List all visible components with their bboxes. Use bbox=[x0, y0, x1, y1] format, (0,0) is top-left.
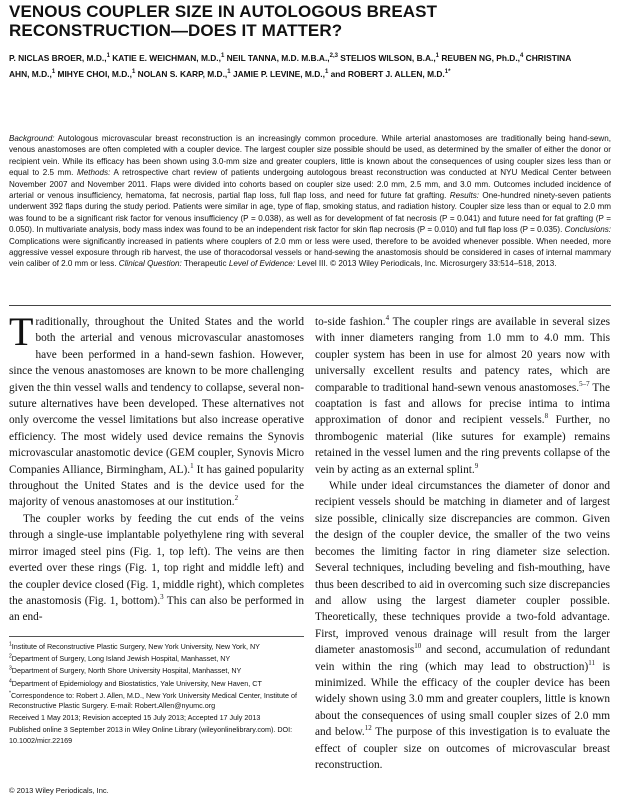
footnote-divider bbox=[9, 636, 304, 637]
footnote-marker: 2 bbox=[9, 653, 12, 660]
abstract-divider bbox=[9, 305, 611, 306]
reference-link[interactable]: 10 bbox=[414, 642, 422, 651]
footnotes bbox=[9, 642, 304, 748]
footnote-text: Institute of Reconstructive Plastic Surgery, New York University, New York, NY bbox=[11, 642, 260, 651]
body-text: The coupler works by feeding the cut ends of the veins through a single-use implantable polyethylene ring with several mirror imaged steel pins (Fig. 1, top left). The veins are then everted over these rings (Fig. 1, top right and middle left) and the coupler device closed (Fig. 1, middle right), which completes the anastomosis (Fig. 1, bottom). bbox=[9, 512, 304, 607]
footnote bbox=[9, 691, 304, 711]
footnote-text: Published online 3 September 2013 in Wiley Online Library (wileyonlinelibrary.com). DOI: 10.1002/micr.22169 bbox=[9, 725, 293, 745]
abstract bbox=[9, 133, 611, 270]
body-text: This can also be performed in an end- bbox=[9, 594, 304, 624]
abstract-clinical-label: Clinical Question: bbox=[118, 259, 182, 269]
author-name: JAMIE P. LEVINE, M.D., bbox=[232, 68, 325, 79]
author-name: KATIE E. WEICHMAN, M.D., bbox=[112, 53, 221, 63]
footnote bbox=[9, 654, 304, 664]
article-title: VENOUS COUPLER SIZE IN AUTOLOGOUS BREAST RECONSTRUCTION—DOES IT MATTER? bbox=[9, 2, 438, 40]
body-text: is minimized. While the efficacy of the coupler device has been widely shown using 3.0 mm and greater couplers, little is known about the consequences of using small coupler sizes of 2.0 mm and below. bbox=[315, 660, 611, 739]
drop-cap: T bbox=[9, 309, 34, 354]
author-name: NOLAN S. KARP, M.D., bbox=[137, 68, 228, 79]
body-text: The coupler rings are available in several sizes with inner diameters ranging from 1.0 mm to 4.0 mm. This coupler system has been in use for almost 20 years now with universally excellent results and patency rates, which are comparable to traditional hand-sewn venous anastomoses. bbox=[315, 316, 610, 394]
author-conjunction: and bbox=[330, 68, 346, 79]
author-name: CHRISTINA AHN, M.D., bbox=[9, 53, 571, 79]
body-paragraph bbox=[9, 511, 304, 626]
reference-link[interactable]: 3 bbox=[160, 593, 164, 602]
body-paragraph bbox=[9, 309, 304, 511]
author-affiliation: 1 bbox=[51, 68, 56, 75]
reference-link[interactable]: 2 bbox=[234, 494, 239, 503]
reference-link[interactable]: 12 bbox=[364, 724, 372, 733]
footnote-text: Received 1 May 2013; Revision accepted 15 July 2013; Accepted 17 July 2013 bbox=[9, 713, 261, 723]
body-text: to-side fashion. bbox=[315, 316, 386, 328]
author-name: P. NICLAS BROER, M.D., bbox=[9, 53, 107, 63]
author-list bbox=[9, 51, 584, 82]
author-affiliation: 1* bbox=[444, 68, 451, 75]
body-text: It has gained popularity throughout the United States and is the device used for the majority of venous anastomoses at our institution. bbox=[9, 463, 304, 509]
author-name: MIHYE CHOI, M.D., bbox=[57, 68, 132, 79]
abstract-copyright: © 2013 Wiley Periodicals, Inc. Microsurgery 33:514–518, 2013. bbox=[330, 259, 557, 269]
body-paragraph bbox=[315, 478, 610, 773]
body-column-right bbox=[315, 314, 610, 773]
author-affiliation: 2,3 bbox=[329, 53, 338, 60]
footnote bbox=[9, 666, 304, 676]
author-affiliation: 1 bbox=[220, 53, 225, 60]
body-paragraph bbox=[315, 314, 610, 478]
author-affiliation: 1 bbox=[435, 53, 440, 60]
abstract-conclusions-label: Conclusions: bbox=[564, 225, 611, 235]
footnote bbox=[9, 642, 304, 652]
page-copyright: © 2013 Wiley Periodicals, Inc. bbox=[9, 786, 109, 795]
abstract-results: One-hundred ninety-seven patients underwent 392 flaps during the study period. Patients were similar in age, type of flap, smoking status, and radiation history. Coupler size less than or equal to 2.0 mm was found to be a significant risk factor for venous insufficiency (P = 0.038), as well as for development of fat necrosis (P = 0.041) and future need for fat grafting (P = 0.050). In multivariate analysis, body mass index was found to be an independent risk factor for skin flap necrosis (P = 0.010) and full flap loss (P = 0.035). bbox=[9, 191, 612, 235]
author-name: REUBEN NG, Ph.D., bbox=[441, 53, 520, 63]
abstract-methods: A retrospective chart review of patients undergoing autologous breast reconstruction was conducted at NYU Medical Center between November 2007 and November 2011. Flaps were divided into cohorts based on coupler size used: 2.0 mm, 2.5 mm, and 3.0 mm. Outcomes included incidence of arterial or venous insufficiency, hematoma, fat necrosis, partial flap loss, full flap loss, and need for future fat grafting. bbox=[9, 168, 611, 201]
footnote-marker: 4 bbox=[9, 678, 12, 685]
footnote bbox=[9, 679, 304, 689]
reference-link[interactable]: 4 bbox=[385, 314, 390, 323]
footnote-text: Department of Surgery, North Shore University Hospital, Manhasset, NY bbox=[11, 666, 242, 676]
author-affiliation: 4 bbox=[519, 53, 524, 60]
body-text: The purpose of this investigation is to evaluate the effect of coupler size on outcomes of microvascular breast reconstruction. bbox=[315, 726, 610, 771]
author-affiliation: 1 bbox=[131, 68, 136, 75]
abstract-methods-label: Methods: bbox=[77, 168, 111, 178]
footnote-text: Department of Epidemiology and Biostatistics, Yale University, New Haven, CT bbox=[11, 678, 262, 688]
abstract-level-label: Level of Evidence: bbox=[228, 259, 296, 269]
author-affiliation: 1 bbox=[324, 68, 329, 75]
abstract-clinical: Therapeutic bbox=[183, 259, 227, 269]
author-name: STELIOS WILSON, B.A., bbox=[340, 53, 436, 63]
footnote-marker: 3 bbox=[9, 666, 12, 673]
footnote-marker: 1 bbox=[9, 641, 12, 648]
body-text: and second, accumulation of redundant vein within the ring (which may lead to obstruction) bbox=[315, 644, 610, 673]
footnote bbox=[9, 725, 304, 745]
body-text: raditionally, throughout the United States and the world both the arterial and venous microvascular anastomoses have been performed in a hand-sewn fashion. However, since the venous anastomoses are known to be more challenging given the thin vessel walls and tendency to collapse, several non-suture alternatives have been developed. These alternatives not only overcome the vessel limitations but also increase operative efficiency. The most widely used device remains the Synovis microvascular anastomotic device (GEM coupler, Synovis Micro Companies Alliance, Birmingham, AL). bbox=[9, 316, 304, 476]
reference-link[interactable]: 11 bbox=[588, 658, 595, 667]
abstract-results-label: Results: bbox=[449, 191, 480, 201]
footnote-text: Department of Surgery, Long Island Jewish Hospital, Manhasset, NY bbox=[11, 654, 231, 664]
author-name: ROBERT J. ALLEN, M.D. bbox=[347, 68, 445, 79]
author-affiliation: 1 bbox=[227, 68, 231, 75]
reference-link[interactable]: 1 bbox=[190, 461, 194, 470]
footnote-marker: * bbox=[9, 690, 11, 697]
footnote-text: Correspondence to: Robert J. Allen, M.D., New York University Medical Center, Institute of Reconstructive Plastic Surgery. E-mail: Robert.Allen@nyumc.org bbox=[9, 690, 297, 711]
body-text: The coaptation is fast and allows for precise intima to intima approximation of donor and recipient vessels. bbox=[315, 381, 610, 427]
abstract-level: Level III. bbox=[297, 259, 328, 269]
abstract-background-label: Background: bbox=[9, 134, 55, 143]
body-column-left bbox=[9, 309, 304, 626]
body-text: While under ideal circumstances the diameter of donor and recipient vessels should be matching in diameter and of largest size possible, clinically size discrepancies are common. Given the design of the coupler device, the smaller of the two veins becomes the limiting factor in ring diameter size selection. Several techniques, including beveling and fish-mouthing, have thus been described to aid in overcoming such size discrepancies and allow using the largest diameter coupler possible. Theoretically, these techniques provide a two-fold advantage. First, improved venous drainage will result from the larger diameter anastomosis bbox=[315, 480, 610, 657]
footnote bbox=[9, 713, 304, 723]
author-affiliation: 1 bbox=[106, 53, 110, 60]
body-text: Further, no thrombogenic material (like sutures for example) remains retained in the vessel lumen and the ring prevents collapse of the vein by acting as an external splint. bbox=[315, 414, 610, 476]
reference-link[interactable]: 8 bbox=[544, 412, 549, 421]
abstract-background: Autologous microvascular breast reconstruction is an increasingly common procedure. While arterial anastomoses are traditionally being hand-sewn, venous anastomoses are often completed with a coupler device. The largest coupler size possible should be used, as determined by the smaller of either the donor or recipient vein. While its efficacy has been shown using 3.0-mm size and greater couplers, little is known about the consequences of using coupler sizes less than or equal to 2.5 mm. bbox=[9, 134, 611, 178]
reference-link[interactable]: 9 bbox=[474, 461, 479, 470]
reference-link[interactable]: 5–7 bbox=[579, 379, 590, 388]
author-name: NEIL TANNA, M.D. M.B.A., bbox=[226, 53, 330, 63]
abstract-conclusions: Complications were significantly increased in patients where couplers of 2.0 mm or less were used, therefore to be avoided whenever possible. When needed, more aggressive vessel exposure through rib harvest, the use of thoracodorsal vessels or hand-sewing the anastomosis should be considered in cases of internal mammary vein caliber of 2.0 mm or less. bbox=[9, 236, 611, 269]
